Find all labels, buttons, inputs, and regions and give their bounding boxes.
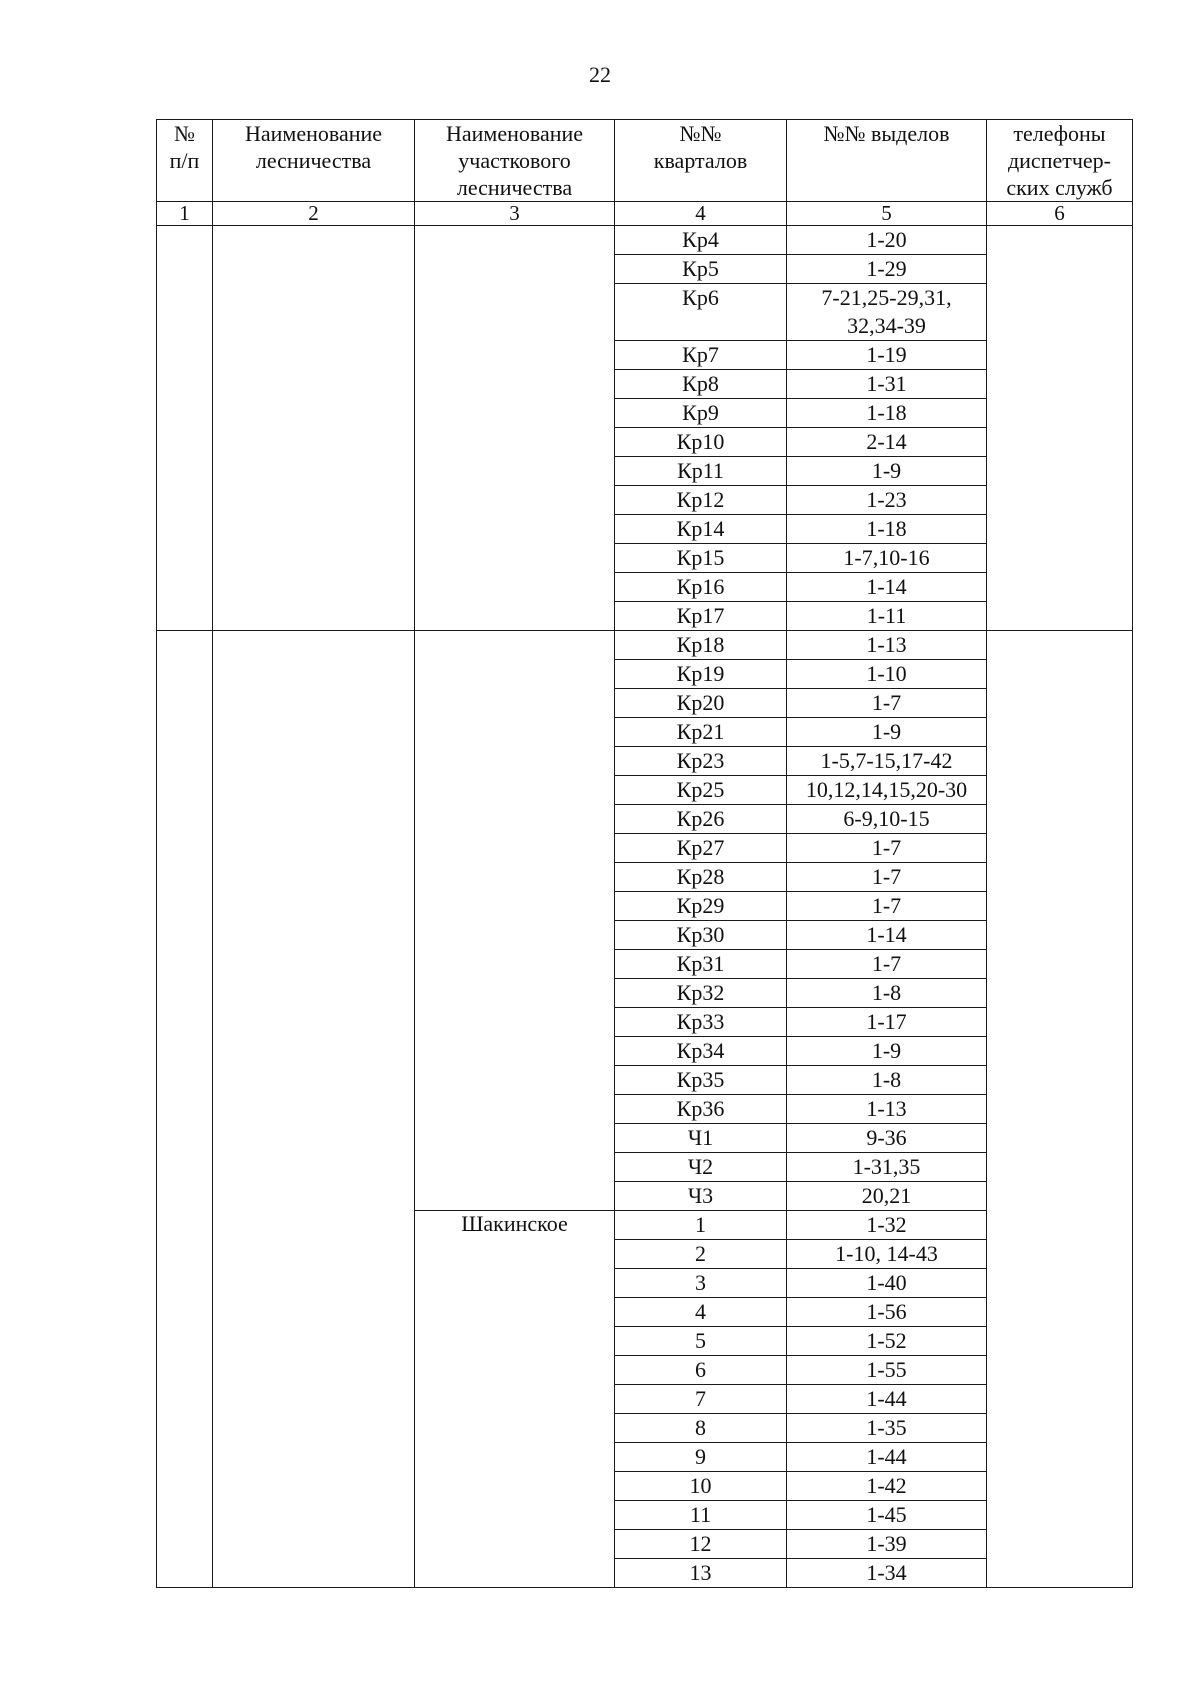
allotments-cell: 1-7 (787, 863, 987, 892)
column-number: 1 (157, 202, 213, 226)
num-cell (157, 631, 213, 1588)
allotments-cell: 1-11 (787, 602, 987, 631)
column-number: 6 (987, 202, 1133, 226)
quarter-cell: Кр32 (615, 979, 787, 1008)
allotments-cell: 1-17 (787, 1008, 987, 1037)
quarter-cell: 11 (615, 1501, 787, 1530)
table-row (157, 631, 1133, 660)
header-cell-quarters: №№ кварталов (615, 120, 787, 202)
allotments-cell: 1-5,7-15,17-42 (787, 747, 987, 776)
allotments-cell: 1-18 (787, 399, 987, 428)
quarter-cell: Кр9 (615, 399, 787, 428)
header-cell-forestry: Наименование лесничества (213, 120, 415, 202)
allotments-cell: 1-52 (787, 1327, 987, 1356)
quarter-cell: Кр19 (615, 660, 787, 689)
quarter-cell: Кр11 (615, 457, 787, 486)
district-forestry-name: Шакинское (415, 1211, 615, 1588)
allotments-cell: 20,21 (787, 1182, 987, 1211)
phones-cell (987, 226, 1133, 631)
allotments-cell: 1-56 (787, 1298, 987, 1327)
allotments-cell: 1-35 (787, 1414, 987, 1443)
table-row (157, 226, 1133, 255)
allotments-cell: 7-21,25-29,31, 32,34-39 (787, 284, 987, 341)
district-forestry-cell (415, 226, 615, 631)
allotments-cell: 1-8 (787, 1066, 987, 1095)
forestry-table (156, 119, 1133, 1588)
allotments-cell: 1-7 (787, 892, 987, 921)
column-number: 2 (213, 202, 415, 226)
allotments-cell: 1-19 (787, 341, 987, 370)
allotments-cell: 1-31 (787, 370, 987, 399)
allotments-cell: 1-55 (787, 1356, 987, 1385)
quarter-cell: Кр34 (615, 1037, 787, 1066)
allotments-cell: 10,12,14,15,20-30 (787, 776, 987, 805)
header-cell-num: № п/п (157, 120, 213, 202)
allotments-cell: 1-14 (787, 921, 987, 950)
quarter-cell: Кр28 (615, 863, 787, 892)
quarter-cell: 9 (615, 1443, 787, 1472)
allotments-cell: 1-7 (787, 834, 987, 863)
header-cell-district-forestry: Наименование участкового лесничества (415, 120, 615, 202)
column-number: 5 (787, 202, 987, 226)
quarter-cell: Кр31 (615, 950, 787, 979)
quarter-cell: Ч1 (615, 1124, 787, 1153)
quarter-cell: Кр20 (615, 689, 787, 718)
allotments-cell: 1-31,35 (787, 1153, 987, 1182)
quarter-cell: Кр8 (615, 370, 787, 399)
quarter-cell: Кр12 (615, 486, 787, 515)
allotments-cell: 1-9 (787, 1037, 987, 1066)
quarter-cell: Кр33 (615, 1008, 787, 1037)
forestry-name-cell (213, 226, 415, 631)
quarter-cell: Кр16 (615, 573, 787, 602)
allotments-cell: 1-7 (787, 950, 987, 979)
quarter-cell: Кр4 (615, 226, 787, 255)
quarter-cell: 7 (615, 1385, 787, 1414)
quarter-cell: 8 (615, 1414, 787, 1443)
quarter-cell: 2 (615, 1240, 787, 1269)
quarter-cell: Кр17 (615, 602, 787, 631)
quarter-cell: 1 (615, 1211, 787, 1240)
header-cell-phones: телефоны диспетчер- ских служб (987, 120, 1133, 202)
quarter-cell: Кр21 (615, 718, 787, 747)
quarter-cell: Кр23 (615, 747, 787, 776)
allotments-cell: 1-20 (787, 226, 987, 255)
allotments-cell: 2-14 (787, 428, 987, 457)
num-cell (157, 226, 213, 631)
page-number: 22 (589, 62, 611, 87)
allotments-cell: 1-10 (787, 660, 987, 689)
allotments-cell: 1-9 (787, 457, 987, 486)
quarter-cell: Кр26 (615, 805, 787, 834)
quarter-cell: Кр5 (615, 255, 787, 284)
quarter-cell: 12 (615, 1530, 787, 1559)
quarter-cell: Кр10 (615, 428, 787, 457)
quarter-cell: 6 (615, 1356, 787, 1385)
quarter-cell: Кр15 (615, 544, 787, 573)
quarter-cell: Кр6 (615, 284, 787, 341)
allotments-cell: 1-9 (787, 718, 987, 747)
allotments-cell: 6-9,10-15 (787, 805, 987, 834)
column-number: 3 (415, 202, 615, 226)
allotments-cell: 1-23 (787, 486, 987, 515)
allotments-cell: 1-13 (787, 1095, 987, 1124)
header-cell-allotments: №№ выделов (787, 120, 987, 202)
allotments-cell: 1-32 (787, 1211, 987, 1240)
quarter-cell: 13 (615, 1559, 787, 1588)
quarter-cell: Кр30 (615, 921, 787, 950)
district-forestry-cell (415, 631, 615, 1211)
allotments-cell: 1-42 (787, 1472, 987, 1501)
quarter-cell: Кр7 (615, 341, 787, 370)
header-row (157, 120, 1133, 202)
forestry-name-cell (213, 631, 415, 1588)
allotments-cell: 9-36 (787, 1124, 987, 1153)
allotments-cell: 1-7,10-16 (787, 544, 987, 573)
quarter-cell: Кр25 (615, 776, 787, 805)
allotments-cell: 1-44 (787, 1443, 987, 1472)
quarter-cell: Кр14 (615, 515, 787, 544)
quarter-cell: Ч2 (615, 1153, 787, 1182)
quarter-cell: Ч3 (615, 1182, 787, 1211)
quarter-cell: Кр18 (615, 631, 787, 660)
allotments-cell: 1-40 (787, 1269, 987, 1298)
quarter-cell: 4 (615, 1298, 787, 1327)
quarter-cell: 5 (615, 1327, 787, 1356)
allotments-cell: 1-29 (787, 255, 987, 284)
phones-cell (987, 631, 1133, 1588)
allotments-cell: 1-14 (787, 573, 987, 602)
quarter-cell: 3 (615, 1269, 787, 1298)
quarter-cell: Кр29 (615, 892, 787, 921)
allotments-cell: 1-39 (787, 1530, 987, 1559)
allotments-cell: 1-8 (787, 979, 987, 1008)
quarter-cell: Кр35 (615, 1066, 787, 1095)
allotments-cell: 1-44 (787, 1385, 987, 1414)
quarter-cell: 10 (615, 1472, 787, 1501)
allotments-cell: 1-18 (787, 515, 987, 544)
quarter-cell: Кр36 (615, 1095, 787, 1124)
allotments-cell: 1-13 (787, 631, 987, 660)
column-number-row (157, 202, 1133, 226)
allotments-cell: 1-34 (787, 1559, 987, 1588)
quarter-cell: Кр27 (615, 834, 787, 863)
column-number: 4 (615, 202, 787, 226)
allotments-cell: 1-10, 14-43 (787, 1240, 987, 1269)
allotments-cell: 1-7 (787, 689, 987, 718)
allotments-cell: 1-45 (787, 1501, 987, 1530)
